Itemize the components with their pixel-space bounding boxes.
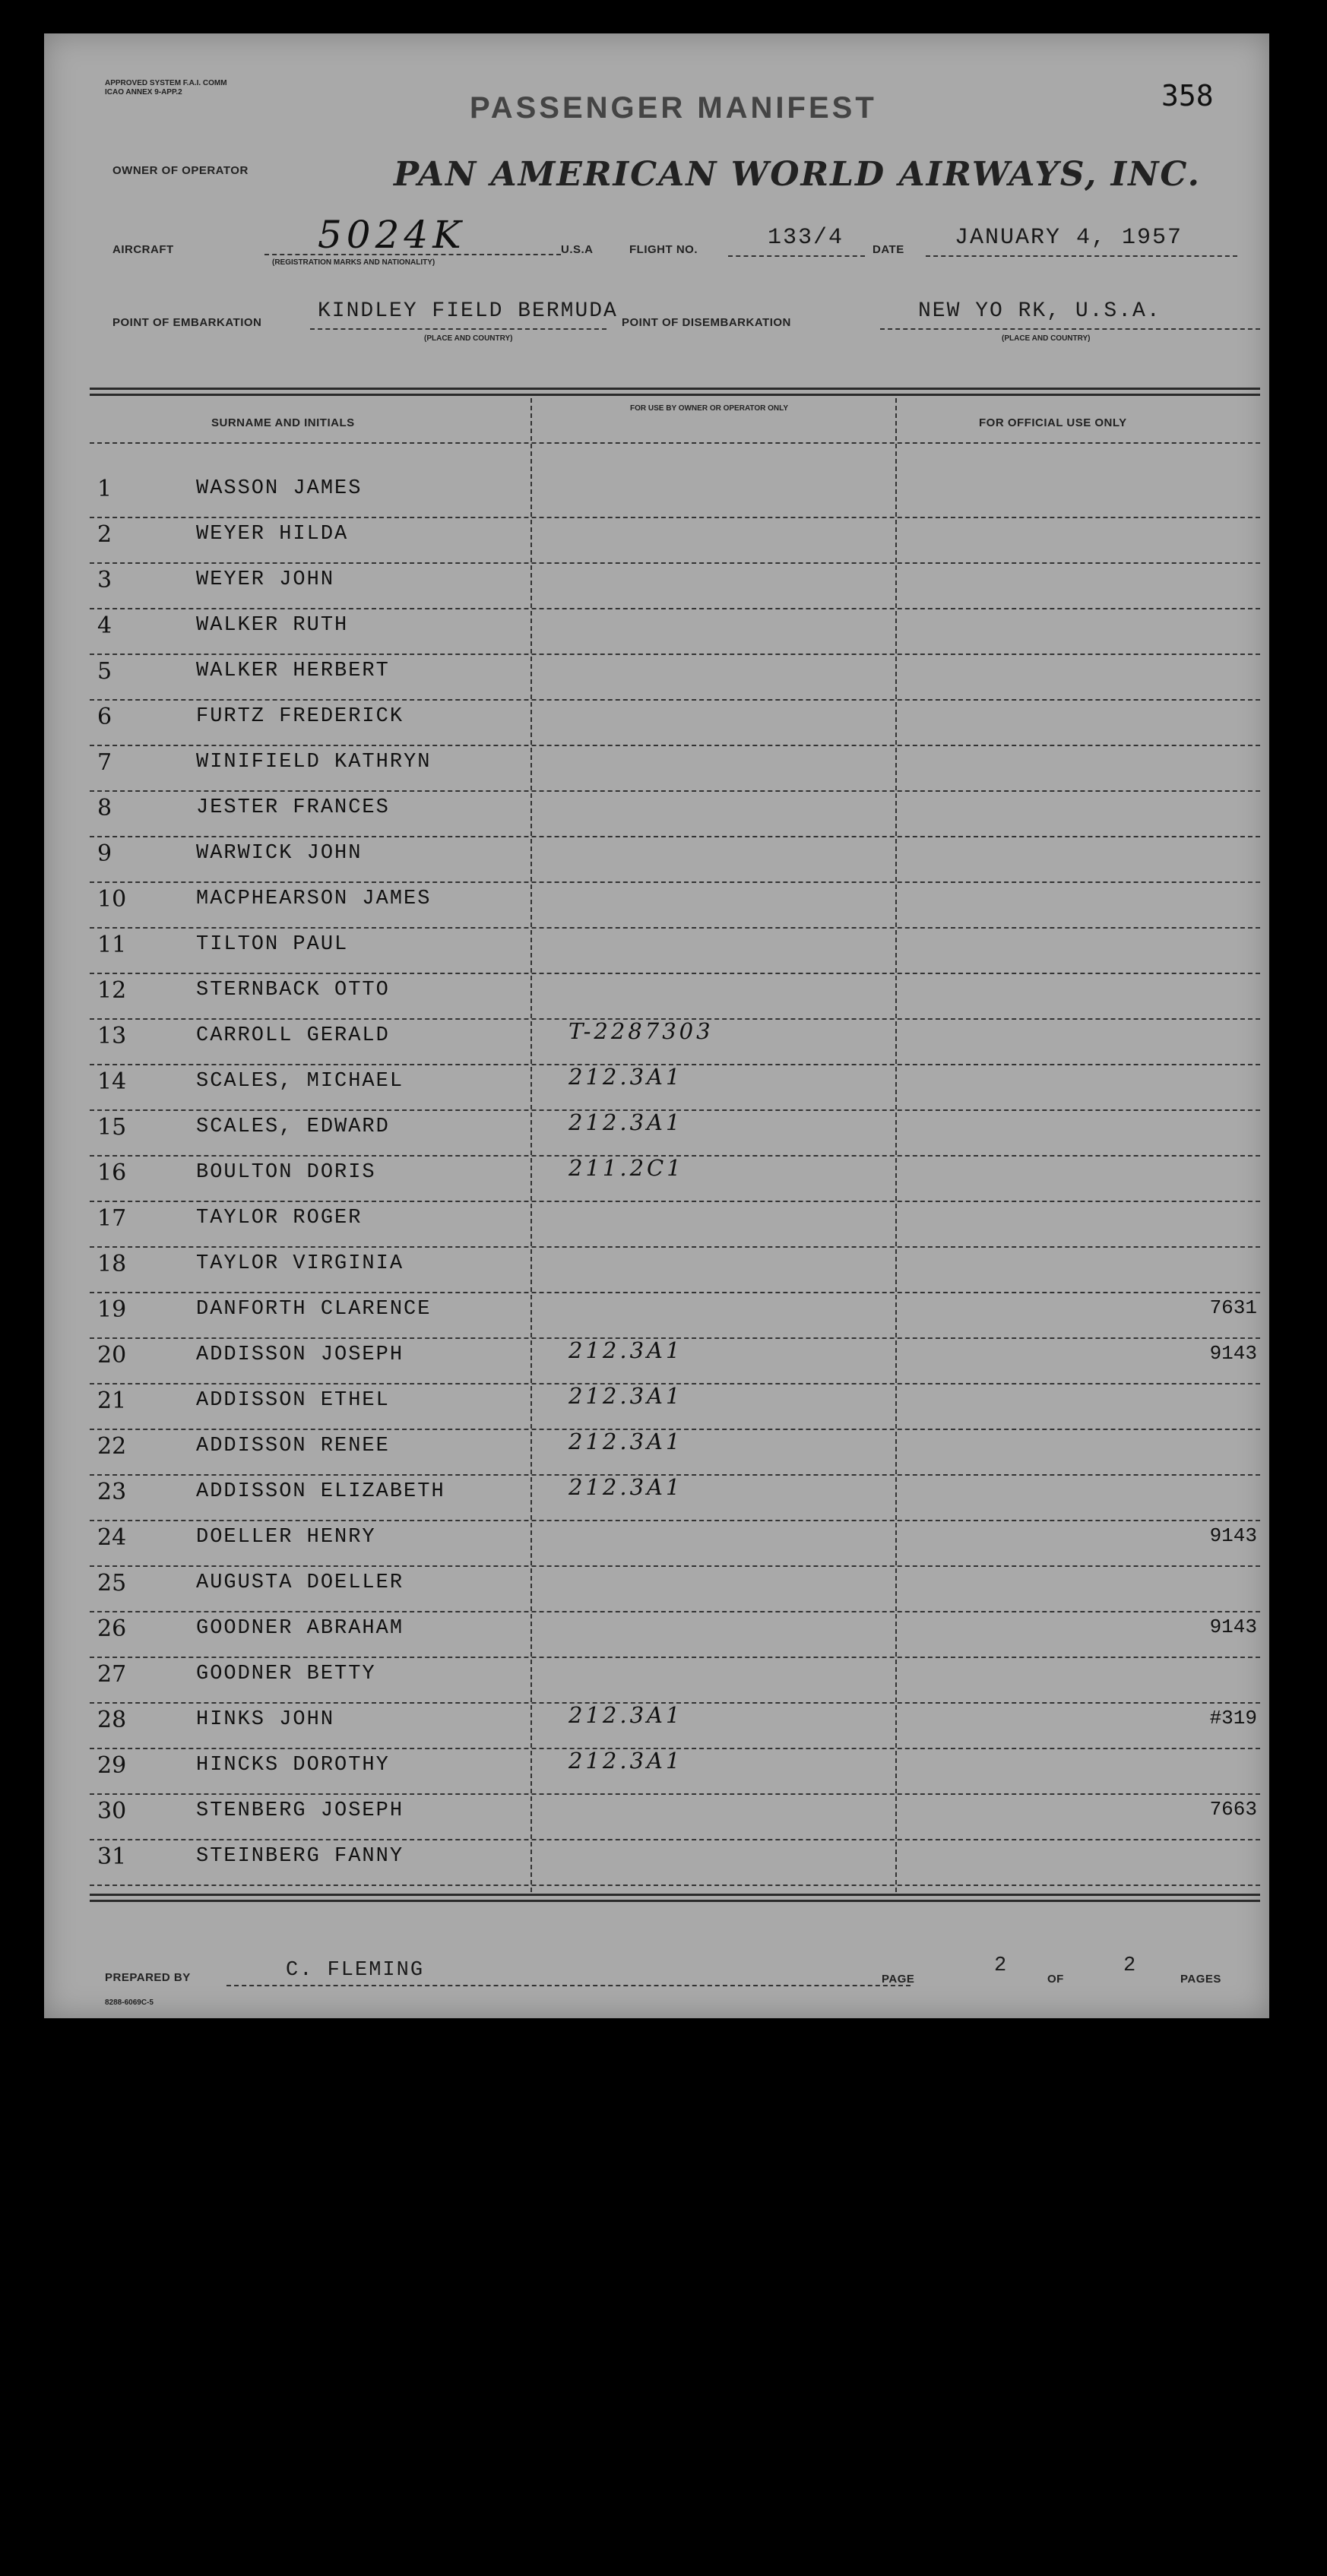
pages-label: PAGES (1180, 1973, 1221, 1986)
passenger-name: SCALES, EDWARD (196, 1116, 390, 1138)
row-line (90, 1520, 1260, 1521)
row-number: 25 (97, 1570, 127, 1597)
table-row (44, 1474, 1269, 1524)
row-number: 26 (97, 1616, 127, 1642)
row-number: 21 (97, 1388, 127, 1414)
prepared-value: C. FLEMING (286, 1959, 425, 1982)
table-row (44, 977, 1269, 1023)
row-number: 7 (97, 749, 112, 776)
table-row (44, 1251, 1269, 1296)
row-line (90, 1793, 1260, 1795)
owner-use-value: 212.3A1 (568, 1474, 683, 1500)
table-row (44, 1429, 1269, 1479)
row-number: 4 (97, 612, 112, 639)
table-row (44, 840, 1269, 886)
owner-use-value: 212.3A1 (568, 1109, 683, 1135)
passenger-name: WEYER HILDA (196, 523, 349, 546)
passenger-name: MACPHEARSON JAMES (196, 888, 432, 910)
passenger-name: TAYLOR ROGER (196, 1207, 363, 1229)
table-row (44, 1205, 1269, 1251)
row-line (90, 973, 1260, 974)
passenger-name: JESTER FRANCES (196, 796, 390, 819)
table-row (44, 1798, 1269, 1843)
col-name-header: SURNAME AND INITIALS (211, 416, 355, 429)
form-title: PASSENGER MANIFEST (470, 91, 877, 125)
passenger-name: STERNBACK OTTO (196, 979, 390, 1002)
row-line (90, 790, 1260, 792)
prepared-line (226, 1985, 911, 1986)
owner-use-value: 212.3A1 (568, 1383, 683, 1409)
row-line (90, 562, 1260, 564)
owner-use-value: 212.3A1 (568, 1702, 683, 1728)
col-official-header: FOR OFFICIAL USE ONLY (979, 416, 1127, 429)
row-number: 11 (97, 932, 127, 958)
usa-label: U.S.A (561, 243, 594, 256)
row-line (90, 1839, 1260, 1840)
owner-use-value: 211.2C1 (568, 1155, 684, 1181)
row-line (90, 745, 1260, 746)
table-row (44, 795, 1269, 840)
row-number: 15 (97, 1114, 127, 1141)
row-number: 22 (97, 1433, 127, 1460)
table-row (44, 521, 1269, 567)
disembarkation-line (880, 328, 1260, 330)
passenger-name: FURTZ FREDERICK (196, 705, 404, 728)
table-row (44, 886, 1269, 932)
row-line (90, 836, 1260, 837)
row-number: 23 (97, 1479, 127, 1505)
disembarkation-caption: (PLACE AND COUNTRY) (1002, 334, 1091, 343)
row-number: 29 (97, 1752, 127, 1779)
row-line (90, 1201, 1260, 1202)
official-use-value: 9143 (1209, 1524, 1257, 1547)
passenger-name: WEYER JOHN (196, 568, 335, 591)
embarkation-label: POINT OF EMBARKATION (112, 316, 262, 329)
row-line (90, 517, 1260, 518)
flight-line (728, 255, 865, 257)
official-use-value: 9143 (1209, 1342, 1257, 1365)
owner-use-value: 212.3A1 (568, 1337, 683, 1363)
approved-stamp: APPROVED SYSTEM F.A.I. COMM ICAO ANNEX 9-APP.2 (105, 79, 227, 97)
passenger-name: TILTON PAUL (196, 933, 349, 956)
table-row (44, 612, 1269, 658)
table-row (44, 1702, 1269, 1752)
passenger-name: STEINBERG FANNY (196, 1845, 404, 1868)
owner-use-value: 212.3A1 (568, 1748, 683, 1774)
passenger-name: AUGUSTA DOELLER (196, 1571, 404, 1594)
table-row (44, 1064, 1269, 1114)
row-number: 28 (97, 1707, 127, 1733)
table-row (44, 1383, 1269, 1433)
row-line (90, 653, 1260, 655)
disembarkation-value: NEW YO RK, U.S.A. (918, 299, 1161, 323)
row-line (90, 1611, 1260, 1612)
footer-rule-top (90, 1894, 1260, 1896)
row-number: 14 (97, 1068, 127, 1095)
flight-value: 133/4 (768, 225, 844, 251)
passenger-name: GOODNER ABRAHAM (196, 1617, 404, 1640)
row-line (90, 927, 1260, 929)
table-row (44, 1748, 1269, 1798)
date-value: JANUARY 4, 1957 (955, 225, 1183, 251)
page-label: PAGE (882, 1973, 915, 1986)
table-row (44, 1843, 1269, 1889)
passenger-name: ADDISSON RENEE (196, 1435, 390, 1457)
col-owner-header: FOR USE BY OWNER OR OPERATOR ONLY (630, 404, 788, 413)
passenger-name: WALKER RUTH (196, 614, 349, 637)
row-number: 13 (97, 1023, 127, 1049)
official-use-value: 7663 (1209, 1798, 1257, 1821)
table-row (44, 749, 1269, 795)
embarkation-value: KINDLEY FIELD BERMUDA (318, 299, 618, 323)
official-use-value: #319 (1209, 1707, 1257, 1729)
row-number: 2 (97, 521, 112, 548)
row-number: 17 (97, 1205, 127, 1232)
row-line (90, 881, 1260, 883)
passenger-name: BOULTON DORIS (196, 1161, 376, 1184)
date-label: DATE (873, 243, 904, 256)
row-line (90, 1657, 1260, 1658)
row-number: 30 (97, 1798, 127, 1824)
table-row (44, 1524, 1269, 1570)
table-row (44, 1109, 1269, 1160)
passenger-name: WALKER HERBERT (196, 660, 390, 682)
row-number: 3 (97, 567, 112, 593)
row-number: 6 (97, 704, 112, 730)
table-row (44, 1018, 1269, 1068)
owner-label: OWNER OF OPERATOR (112, 164, 249, 177)
official-use-value: 9143 (1209, 1616, 1257, 1638)
owner-value: PAN AMERICAN WORLD AIRWAYS, INC. (394, 155, 1201, 194)
table-row (44, 1661, 1269, 1707)
sheet-number: 358 (1161, 79, 1214, 112)
passenger-name: DOELLER HENRY (196, 1526, 376, 1549)
disembarkation-label: POINT OF DISEMBARKATION (622, 316, 791, 329)
passenger-name: WASSON JAMES (196, 477, 363, 500)
passenger-name: ADDISSON JOSEPH (196, 1343, 404, 1366)
embarkation-caption: (PLACE AND COUNTRY) (424, 334, 513, 343)
row-line (90, 1246, 1260, 1248)
official-use-value: 7631 (1209, 1296, 1257, 1319)
row-number: 12 (97, 977, 127, 1004)
table-row (44, 1337, 1269, 1388)
table-row (44, 1296, 1269, 1342)
table-row (44, 1155, 1269, 1205)
row-number: 24 (97, 1524, 127, 1551)
registration-caption: (REGISTRATION MARKS AND NATIONALITY) (272, 258, 435, 267)
passenger-name: TAYLOR VIRGINIA (196, 1252, 404, 1275)
page-value: 2 (994, 1954, 1009, 1977)
owner-use-value: T-2287303 (568, 1018, 714, 1044)
row-line (90, 1292, 1260, 1293)
date-line (926, 255, 1237, 257)
row-number: 19 (97, 1296, 127, 1323)
passenger-name: DANFORTH CLARENCE (196, 1298, 432, 1321)
passenger-name: HINCKS DOROTHY (196, 1754, 390, 1777)
header-rule-top (90, 388, 1260, 390)
footer-rule-bottom (90, 1900, 1260, 1902)
of-label: OF (1047, 1973, 1064, 1986)
row-number: 27 (97, 1661, 127, 1688)
passenger-name: ADDISSON ETHEL (196, 1389, 390, 1412)
passenger-name: GOODNER BETTY (196, 1663, 376, 1685)
flight-label: FLIGHT NO. (629, 243, 698, 256)
prepared-label: PREPARED BY (105, 1971, 191, 1984)
row-number: 1 (97, 476, 112, 502)
row-number: 5 (97, 658, 112, 685)
aircraft-line (264, 254, 561, 255)
row-number: 10 (97, 886, 127, 913)
passenger-name: HINKS JOHN (196, 1708, 335, 1731)
row-number: 8 (97, 795, 112, 821)
table-row (44, 476, 1269, 521)
passenger-name: CARROLL GERALD (196, 1024, 390, 1047)
row-number: 18 (97, 1251, 127, 1277)
row-number: 20 (97, 1342, 127, 1369)
row-line (90, 608, 1260, 609)
table-row (44, 1570, 1269, 1616)
header-bottom-line (90, 442, 1260, 444)
passenger-name: WINIFIELD KATHRYN (196, 751, 432, 774)
aircraft-value: 5024K (318, 213, 466, 257)
row-line (90, 699, 1260, 701)
passenger-name: SCALES, MICHAEL (196, 1070, 404, 1093)
manifest-sheet (44, 33, 1269, 2018)
table-row (44, 1616, 1269, 1661)
row-line (90, 1885, 1260, 1886)
header-rule-bottom (90, 394, 1260, 396)
row-number: 31 (97, 1843, 127, 1870)
form-code: 8288-6069C-5 (105, 1998, 154, 2007)
table-row (44, 704, 1269, 749)
row-number: 9 (97, 840, 112, 867)
table-row (44, 658, 1269, 704)
owner-use-value: 212.3A1 (568, 1429, 683, 1454)
row-number: 16 (97, 1160, 127, 1186)
owner-use-value: 212.3A1 (568, 1064, 683, 1090)
passenger-name: ADDISSON ELIZABETH (196, 1480, 445, 1503)
table-row (44, 567, 1269, 612)
table-row (44, 932, 1269, 977)
embarkation-line (310, 328, 606, 330)
row-line (90, 1565, 1260, 1567)
of-value: 2 (1123, 1954, 1138, 1977)
passenger-name: STENBERG JOSEPH (196, 1799, 404, 1822)
aircraft-label: AIRCRAFT (112, 243, 174, 256)
passenger-name: WARWICK JOHN (196, 842, 363, 865)
